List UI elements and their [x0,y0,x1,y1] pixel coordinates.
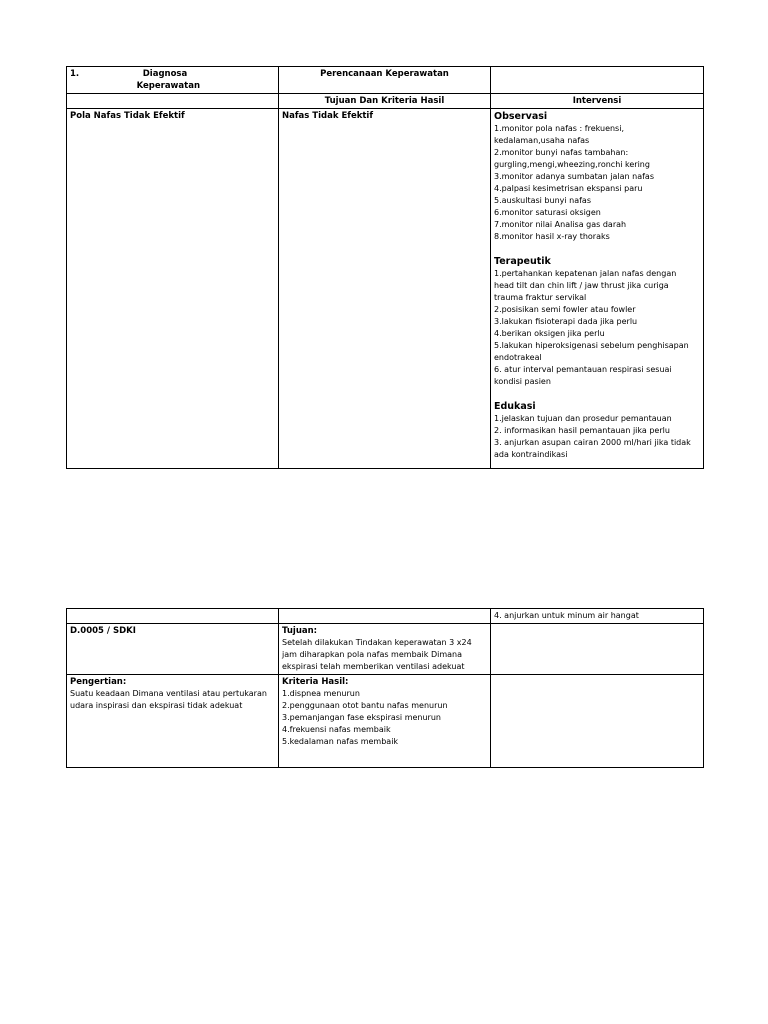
terapeutik-list [494,268,700,388]
header-intervensi: Intervensi [491,94,704,109]
continuation-row [67,609,704,624]
header-tujuan: Tujuan Dan Kriteria Hasil [279,94,491,109]
code-row [67,624,704,675]
list-item: 5.lakukan hiperoksigenasi sebelum penghisapan [494,341,689,350]
tujuan-cell [279,624,491,675]
pengertian-line: Suatu keadaan Dimana ventilasi atau pertukaran [70,689,267,698]
edukasi-title: Edukasi [494,401,536,412]
header-empty-cell [491,67,704,94]
list-item: head tilt dan chin lift / jaw thrust jika curiga [494,281,669,290]
list-item: kedalaman,usaha nafas [494,136,590,145]
list-item: 2.monitor bunyi nafas tambahan: [494,148,629,157]
empty-cell [279,609,491,624]
continuation-item: 4. anjurkan untuk minum air hangat [491,609,704,624]
list-item: 8.monitor hasil x-ray thoraks [494,232,610,241]
list-item: 2.penggunaan otot bantu nafas menurun [282,701,448,710]
header-perencanaan: Perencanaan Keperawatan [279,67,491,94]
header-diagnosa-line1: Diagnosa [142,69,188,79]
list-item: 3.monitor adanya sumbatan jalan nafas [494,172,654,181]
observasi-list [494,123,700,243]
care-plan-table-continued [66,608,704,768]
tujuan-title: Tujuan: [282,626,318,636]
list-item: 4.palpasi kesimetrisan ekspansi paru [494,184,643,193]
list-item: gurgling,mengi,wheezing,ronchi kering [494,160,650,169]
list-item: 4.berikan oksigen jika perlu [494,329,605,338]
pengertian-title: Pengertian: [70,677,127,687]
tujuan-cell: Nafas Tidak Efektif [279,109,491,469]
list-item: kondisi pasien [494,377,551,386]
header-row [67,67,704,94]
diagnosis-code: D.0005 / SDKI [67,624,279,675]
list-item: trauma fraktur servikal [494,293,587,302]
terapeutik-title: Terapeutik [494,256,551,267]
header-diagnosa-line2: Keperawatan [136,81,200,91]
list-item: 1.monitor pola nafas : frekuensi, [494,124,624,133]
list-item: endotrakeal [494,353,542,362]
kriteria-cell [279,675,491,768]
empty-cell [67,609,279,624]
tujuan-line: jam diharapkan pola nafas membaik Dimana [282,650,462,659]
empty-cell [491,675,704,768]
list-item: 5.kedalaman nafas membaik [282,737,399,746]
list-item: 6.monitor saturasi oksigen [494,208,601,217]
tujuan-line: Setelah dilakukan Tindakan keperawatan 3 x24 [282,638,472,647]
list-item: 6. atur interval pemantauan respirasi sesuai [494,365,672,374]
content-row [67,109,704,469]
list-item: 3. anjurkan asupan cairan 2000 ml/hari jika tidak [494,438,691,447]
kriteria-title: Kriteria Hasil: [282,677,349,687]
list-item: 3.pemanjangan fase ekspirasi menurun [282,713,441,722]
list-item: ada kontraindikasi [494,450,568,459]
observasi-title: Observasi [494,111,548,122]
header-diagnosa-cell [67,67,279,94]
list-item: 4.frekuensi nafas membaik [282,725,391,734]
care-plan-table [66,66,704,469]
subheader-row [67,94,704,109]
tujuan-line: ekspirasi telah memberikan ventilasi adekuat [282,662,465,671]
pengertian-line: udara inspirasi dan ekspirasi tidak adekuat [70,701,243,710]
list-item: 1.jelaskan tujuan dan prosedur pemantauan [494,414,672,423]
intervensi-cell [491,109,704,469]
diagnosis-cell: Pola Nafas Tidak Efektif [67,109,279,469]
list-item: 2. informasikan hasil pemantauan jika perlu [494,426,670,435]
list-item: 3.lakukan fisioterapi dada jika perlu [494,317,638,326]
list-item: 2.posisikan semi fowler atau fowler [494,305,636,314]
header-number: 1. [70,69,80,79]
empty-cell [491,624,704,675]
list-item: 5.auskultasi bunyi nafas [494,196,592,205]
list-item: 7.monitor nilai Analisa gas darah [494,220,627,229]
pengertian-row [67,675,704,768]
list-item: 1.pertahankan kepatenan jalan nafas dengan [494,269,677,278]
list-item: 1.dispnea menurun [282,689,360,698]
subheader-empty-cell [67,94,279,109]
pengertian-cell [67,675,279,768]
edukasi-list [494,413,700,461]
